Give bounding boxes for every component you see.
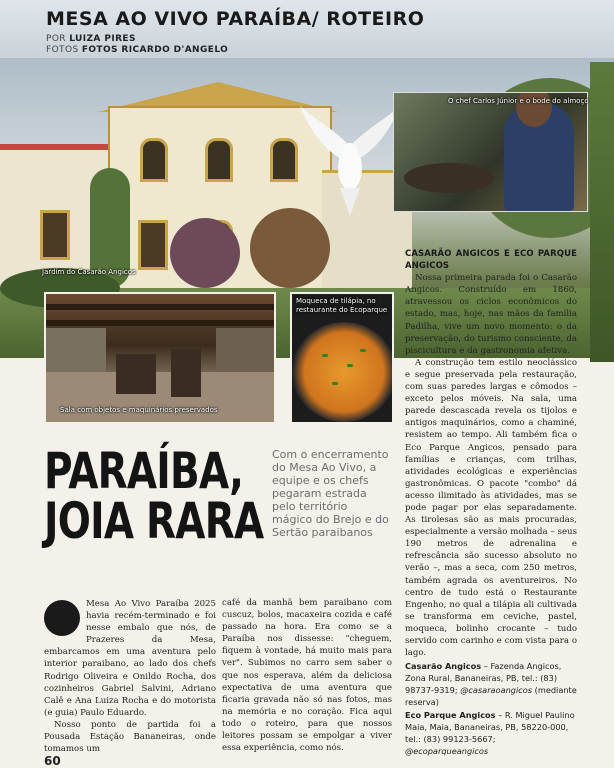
paragraph: café da manhã bem paraibano com cuscuz, bolos, macaxeira cozida e café passado na hora. Era como se a Paraíba nos dissesse: "cheguem, fiquem à vontade, há muito mais para ver". Subimos no carro sem saber o que nos esperava, além da deliciosa expectativa de uma aventura que ficaria gravada não só nas fotos, mas na memória e no coração. Fica aqui todo o roteiro, para que nossos leitores possam se empolgar a viver essa experiência, como nós. [222, 598, 392, 754]
moqueca-photo-caption: Moqueca de tilápia, no restaurante do Ecoparque [296, 297, 388, 314]
venue-address: – Fazenda Angicos, Zona Rural, Bananeiras, PB, tel.: (83) 98737-9319; [405, 661, 562, 695]
moqueca-photo [290, 292, 394, 424]
deck: Com o encerramento do Mesa Ao Vivo, a equipe e os chefs pegaram estrada pelo território mágico do Brejo e do Sertão paraibanos [272, 448, 389, 539]
paragraph: A construção tem estilo neoclássico e segue preservada pela restauração, com suas paredes largas e cômodos – exceto pelos móveis. Na sala, uma parede descascada revela os tijolos e antigos maquinários, como a chaminé, resistem ao tempo. Ali também fica o Eco Parque Angicos, pensado para famílias e crianças, com trilhas, atividades ecológicas e experiências gastronômicas. O pacote "combo" dá acesso ilimitado às atividades, mas se pode pagar por elas separadamente. As tirolesas são as mais procuradas, especialmente a versão molhada – seus 190 metros de adrenalina e refrescância são sucesso absoluto no verão –, mas a seca, com 250 metros, também agrada os aventureiros. No centro de tudo está o Restaurante Engenho, no qual a tilápia ali cultivada se transforma em ceviche, pastel, moqueca, bolinho crocante – tudo servido com carinho e com vista para o lago. [405, 357, 577, 659]
venue-name: Eco Parque Angicos [405, 710, 496, 721]
photographer-line [46, 45, 228, 56]
venue-info [405, 661, 577, 708]
ceiling-beam [46, 304, 274, 310]
body-column-1 [44, 598, 216, 755]
mansion-window [140, 138, 168, 182]
chef-photo-caption: O chef Carlos Júnior e o bode do almoço [448, 97, 589, 105]
venue-info [405, 710, 577, 757]
main-photo-caption: Jardim do Casarão Angicos [42, 268, 136, 276]
venue-handle: @casaraoangicos [460, 684, 533, 695]
flowering-shrub [170, 218, 240, 288]
headline-line-1: PARAÍBA, [44, 442, 244, 500]
author-prefix: POR [46, 34, 70, 44]
wing-door [40, 210, 70, 260]
section-kicker: MESA AO VIVO PARAÍBA/ ROTEIRO [46, 8, 425, 30]
mansion-window [270, 138, 298, 182]
sala-photo [44, 292, 276, 424]
venue-address: – R. Miguel Paulino Maia, Maia, Bananeiras, PB, 58220-000, tel.: (83) 99123-5667; [405, 710, 575, 744]
headline-line-2: JOIA RARA [44, 492, 264, 550]
ceiling-beam [46, 320, 274, 326]
photographer-name: FOTOS RICARDO D'ANGELO [81, 45, 229, 55]
body-column-2 [222, 597, 392, 754]
photographer-prefix: FOTOS [46, 45, 82, 55]
paragraph-text: Mesa Ao Vivo Paraíba 2025 havia recém-terminado e foi nesse embalo que nós, de Prazeres da Mesa, embarcamos em uma aventura pelo interior paraibano, ao lado dos chefs Rodrigo Oliveira e Onildo Rocha, dos cozinheiros Gabriel Salvini, Adriano Calê e Ana Luiza Rocha e do motorista (e guia) Paulo Eduardo. [44, 599, 216, 718]
paragraph [44, 598, 216, 719]
byline [46, 34, 228, 56]
moqueca-bowl [292, 322, 394, 422]
headline [44, 442, 264, 550]
mansion-door [138, 220, 168, 270]
venue-handle: @ecoparqueangicos [405, 745, 489, 756]
section-heading: CASARÃO ANGICOS E ECO PARQUE ANGICOS [405, 249, 577, 272]
author-line [46, 34, 228, 45]
paragraph: Nosso ponto de partida foi a Pousada Estação Bananeiras, onde tomamos um [44, 719, 216, 755]
foliage-edge [590, 62, 614, 362]
machinery [116, 354, 156, 394]
page-number: 60 [44, 754, 61, 768]
herb [332, 382, 338, 385]
chef-photo [393, 92, 588, 212]
sala-photo-caption: Sala com objetos e maquinários preservados [60, 406, 218, 414]
dove-icon [300, 106, 400, 226]
venue-name: Casarão Angicos [405, 661, 482, 672]
author-name: LUIZA PIRES [69, 34, 136, 44]
herb [360, 349, 366, 352]
floor [46, 372, 274, 422]
body-column-3 [405, 248, 577, 758]
paragraph: Nossa primeira parada foi o Casarão Angicos. Construído em 1860, atravessou os ciclos econômicos do estado, mas, hoje, nas mãos da família Padilha, vive um novo momento: o da preservação, do turismo consciente, da piscicultura e da gastronomia afetiva. [405, 273, 577, 356]
machinery [171, 349, 201, 397]
mansion-window [205, 138, 233, 182]
herb [347, 364, 353, 367]
herb [322, 354, 328, 357]
drop-cap [44, 600, 80, 636]
venue-note: (mediante reserva) [405, 684, 577, 707]
pan [404, 163, 494, 193]
